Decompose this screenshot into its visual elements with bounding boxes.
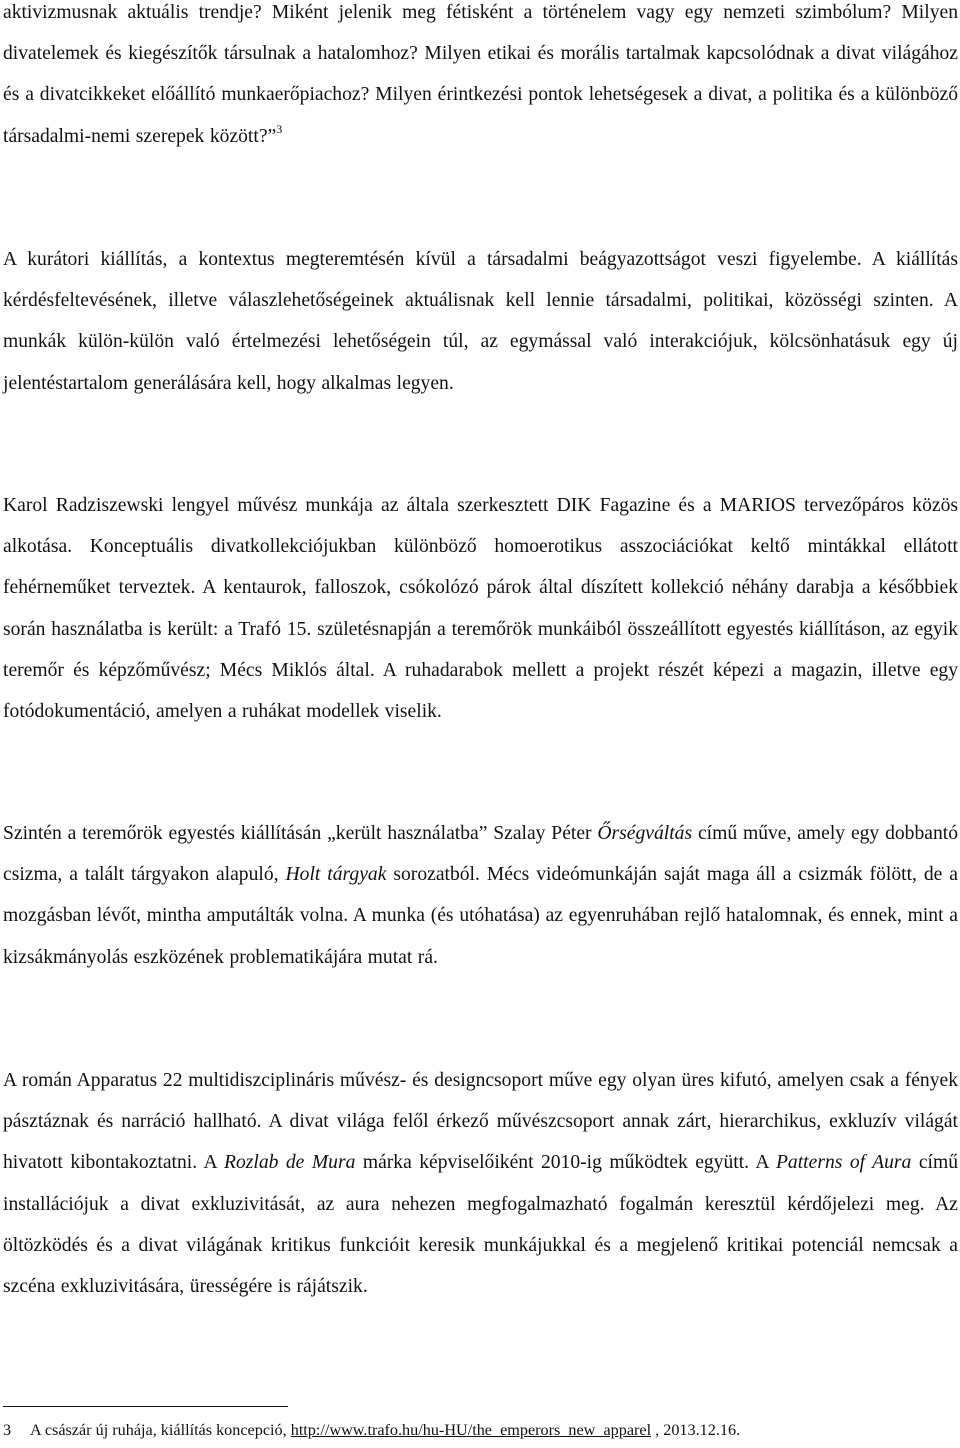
series-title-holt-targyak: Holt tárgyak [285, 864, 387, 886]
brand-name-rozlab-de-mura: Rozlab de Mura [224, 1152, 356, 1174]
paragraph-1 [3, 0, 958, 157]
footnote-link[interactable]: http://www.trafo.hu/hu-HU/the_emperors_new_apparel [290, 1421, 652, 1439]
paragraph-2 [3, 239, 958, 404]
artwork-title-orsegvaltas: Őrségváltás [597, 823, 693, 844]
paragraph-4 [3, 813, 958, 978]
footnote-separator [3, 1406, 288, 1407]
footnote-number: 3 [3, 1421, 12, 1439]
footnote-date: , 2013.12.16. [651, 1421, 741, 1439]
artwork-title-patterns-of-aura: Patterns of Aura [775, 1152, 912, 1174]
paragraph-1-text: aktivizmusnak aktuális trendje? Miként jelenik meg fétisként a történelem vagy egy nemzeti szimbólum? Milyen divatelemek és kiegészítők társulnak a hatalomhoz? Milyen etikai és morális tartalmak kapcsolódnak a divat világához és a divatcikkeket előállító munkaerőpiachoz? Milyen érintkezési pontok lehetségesek a divat, a politika és a különböző társadalmi-nemi szerepek között?” [3, 2, 958, 147]
paragraph-4-text-b: című műve, amely egy dobbantó csizma, a talált tárgyakon alapuló, [3, 823, 958, 886]
paragraph-2-text: A kurátori kiállítás, a kontextus megteremtésén kívül a társadalmi beágyazottságot veszi figyelembe. A kiállítás kérdésfeltevésének, illetve válaszlehetőségeinek aktuálisnak kell lennie társadalmi, politikai, közösségi szinten. A munkák külön-külön való értelmezési lehetőségein túl, az egymással való interakciójuk, kölcsönhatásuk egy új jelentéstartalom generálására kell, hogy alkalmas legyen. [3, 249, 958, 394]
paragraph-3 [3, 485, 958, 732]
footnote [3, 1419, 958, 1441]
paragraph-5-text-b: márka képviselőiként 2010-ig működtek együtt. A [355, 1152, 776, 1174]
paragraph-4-text-a: Szintén a teremőrök egyestés kiállításán „került használatba” Szalay Péter [3, 823, 598, 844]
paragraph-4-text-c: sorozatból. Mécs videómunkáján saját maga áll a csizmák fölött, de a mozgásban lévőt, mintha amputálták volna. A munka (és utóhatása) az egyenruhában rejlő hatalomnak, és ennek, mint a kizsákmányolás eszközének problematikájára mutat rá. [3, 864, 959, 968]
paragraph-3-text: Karol Radziszewski lengyel művész munkája az általa szerkesztett DIK Fagazine és a MARIOS tervezőpáros közös alkotása. Konceptuális divatkollekciójukban különböző homoerotikus asszociációkat keltő mintákkal ellátott fehérneműket terveztek. A kentaurok, falloszok, csókolózó párok által díszített kollekció néhány darabja a későbbiek során használatba is került: a Trafó 15. születésnapján a teremőrök munkáiból összeállított egyestés kiállításon, az egyik teremőr és képzőművész; Mécs Miklós által. A ruhadarabok mellett a projekt részét képezi a magazin, illetve egy fotódokumentáció, amelyen a ruhákat modellek viselik. [3, 495, 958, 723]
footnote-text: A császár új ruhája, kiállítás koncepció, [30, 1421, 291, 1439]
paragraph-5 [3, 1060, 958, 1307]
paragraph-5-text-c: című installációjuk a divat exkluzivitását, az aura nehezen megfogalmazható fogalmán keresztül kérdőjelezi meg. Az öltözködés és a divat világának kritikus funkcióit keresik munkájukkal és a megjelenő kritikai potenciál nemcsak a szcéna exkluzivitására, ürességére is rájátszik. [3, 1152, 958, 1298]
footnote-reference[interactable]: 3 [276, 121, 283, 136]
paragraph-5-text-a: A román Apparatus 22 multidiszciplináris művész- és designcsoport műve egy olyan üres kifutó, amelyen csak a fények pásztáznak és narráció hallható. A divat világa felől érkező művészcsoport annak zárt, hierarchikus, exkluzív világát hivatott kibontakoztatni. A [3, 1070, 958, 1174]
